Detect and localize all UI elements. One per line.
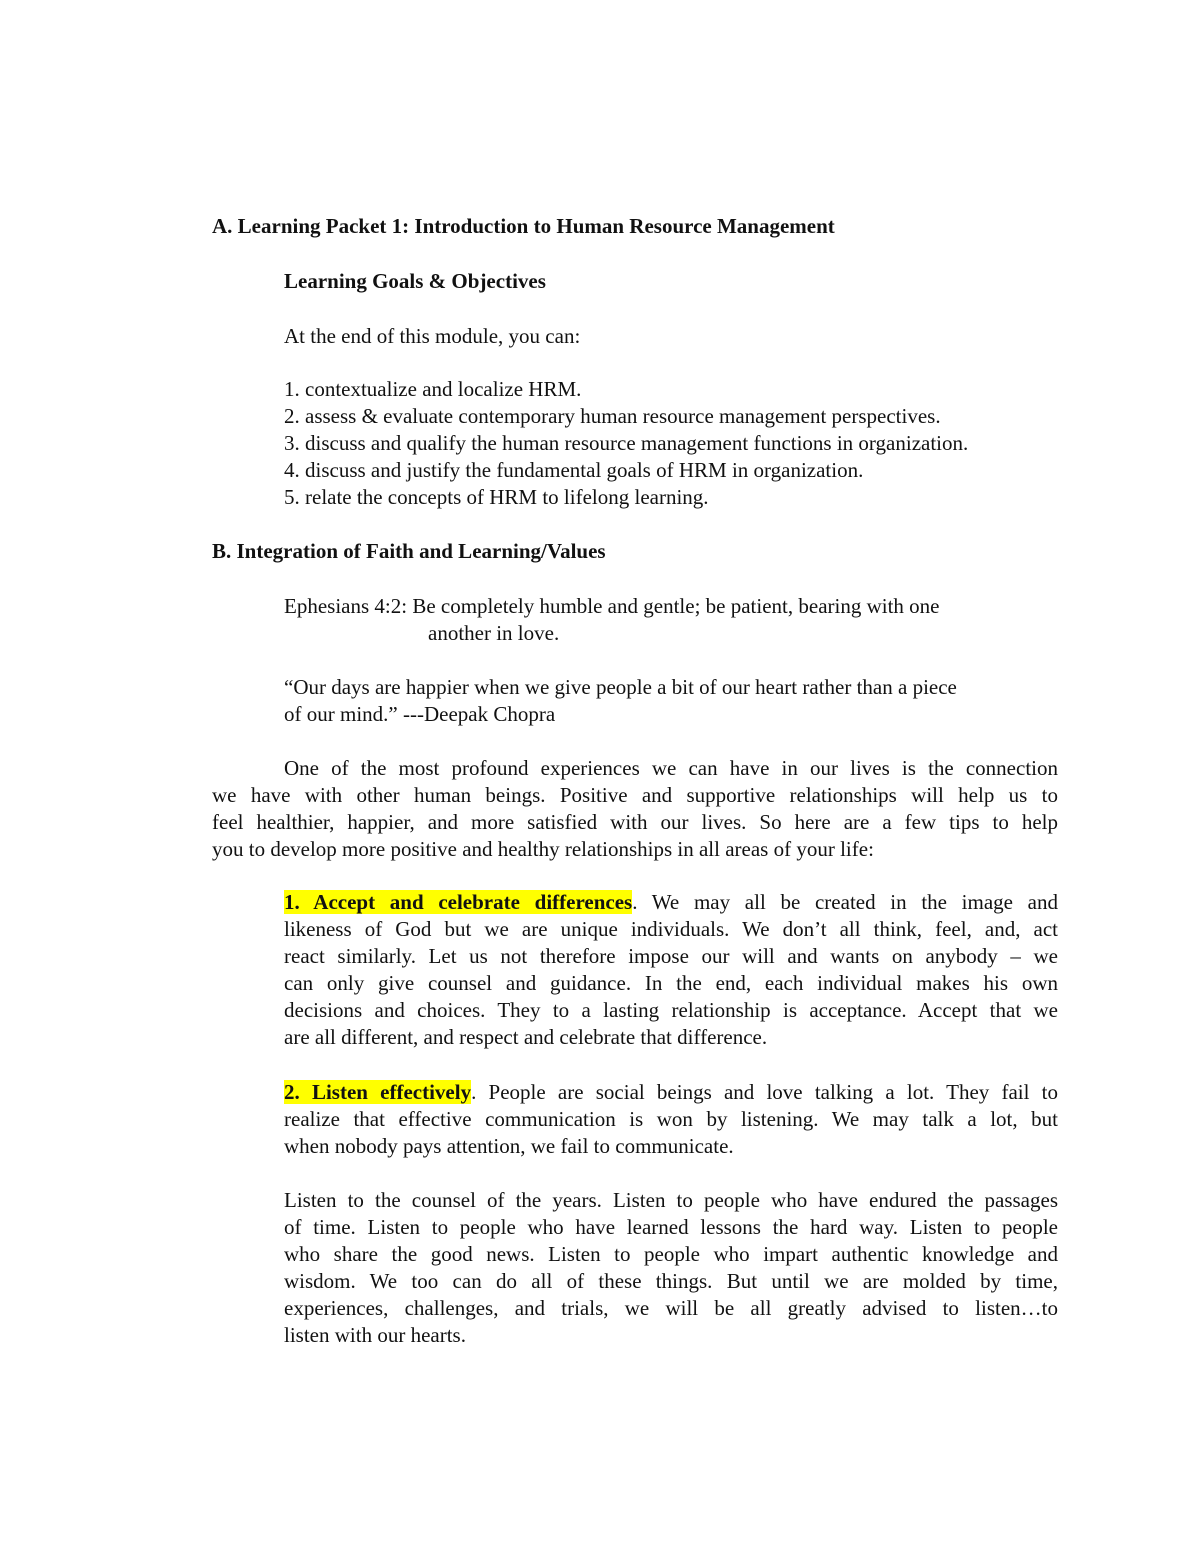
objectives-intro: At the end of this module, you can:	[284, 324, 581, 348]
paragraph-line: who share the good news. Listen to people who impart authentic knowledge and	[284, 1242, 1058, 1266]
paragraph-line: listen with our hearts.	[284, 1323, 466, 1347]
intro-paragraph	[212, 755, 1058, 863]
quote-line: “Our days are happier when we give people a bit of our heart rather than a piece	[284, 675, 957, 699]
paragraph-line: are all different, and respect and celebrate that difference.	[284, 1025, 768, 1049]
objective-item: 4. discuss and justify the fundamental goals of HRM in organization.	[284, 458, 864, 482]
listen-paragraph	[284, 1187, 1058, 1349]
quote-line: of our mind.” ---Deepak Chopra	[284, 702, 556, 726]
learning-goals-heading: Learning Goals & Objectives	[284, 269, 546, 293]
objective-item: 3. discuss and qualify the human resource management functions in organization.	[284, 431, 969, 455]
paragraph-line: realize that effective communication is won by listening. We may talk a lot, but	[284, 1107, 1058, 1131]
tip-2-title: 2. Listen effectively	[284, 1080, 472, 1104]
paragraph-line	[284, 889, 1058, 916]
objective-item: 1. contextualize and localize HRM.	[284, 377, 582, 401]
paragraph-line: of time. Listen to people who have learned lessons the hard way. Listen to people	[284, 1215, 1058, 1239]
tip-1-first-line: . We may all be created in the image and	[632, 890, 1058, 914]
paragraph-line: One of the most profound experiences we can have in our lives is the connection	[284, 756, 1058, 780]
section-b-heading: B. Integration of Faith and Learning/Values	[212, 539, 606, 563]
paragraph-line: feel healthier, happier, and more satisfied with our lives. So here are a few tips to help	[212, 810, 1058, 834]
tip-1-title: 1. Accept and celebrate differences	[284, 890, 633, 914]
paragraph-line: decisions and choices. They to a lasting relationship is acceptance. Accept that we	[284, 998, 1058, 1022]
paragraph-line: wisdom. We too can do all of these things. But until we are molded by time,	[284, 1269, 1058, 1293]
paragraph-line	[284, 1079, 1058, 1106]
paragraph-line: we have with other human beings. Positive and supportive relationships will help us to	[212, 783, 1058, 807]
paragraph-line: when nobody pays attention, we fail to communicate.	[284, 1134, 734, 1158]
paragraph-line: can only give counsel and guidance. In the end, each individual makes his own	[284, 971, 1058, 995]
tip-2-first-line: . People are social beings and love talking a lot. They fail to	[471, 1080, 1058, 1104]
tip-2-paragraph	[284, 1079, 1058, 1160]
verse-line: another in love.	[428, 621, 560, 645]
paragraph-line: you to develop more positive and healthy relationships in all areas of your life:	[212, 837, 874, 861]
paragraph-line: likeness of God but we are unique individuals. We don’t all think, feel, and, act	[284, 917, 1058, 941]
objective-item: 5. relate the concepts of HRM to lifelong learning.	[284, 485, 709, 509]
paragraph-line: Listen to the counsel of the years. Listen to people who have endured the passages	[284, 1188, 1058, 1212]
objective-item: 2. assess & evaluate contemporary human resource management perspectives.	[284, 404, 941, 428]
verse-line: Ephesians 4:2: Be completely humble and gentle; be patient, bearing with one	[284, 594, 940, 618]
paragraph-line: react similarly. Let us not therefore impose our will and wants on anybody – we	[284, 944, 1058, 968]
tip-1-paragraph	[284, 889, 1058, 1051]
section-a-heading: A. Learning Packet 1: Introduction to Human Resource Management	[212, 214, 835, 238]
paragraph-line: experiences, challenges, and trials, we will be all greatly advised to listen…to	[284, 1296, 1058, 1320]
